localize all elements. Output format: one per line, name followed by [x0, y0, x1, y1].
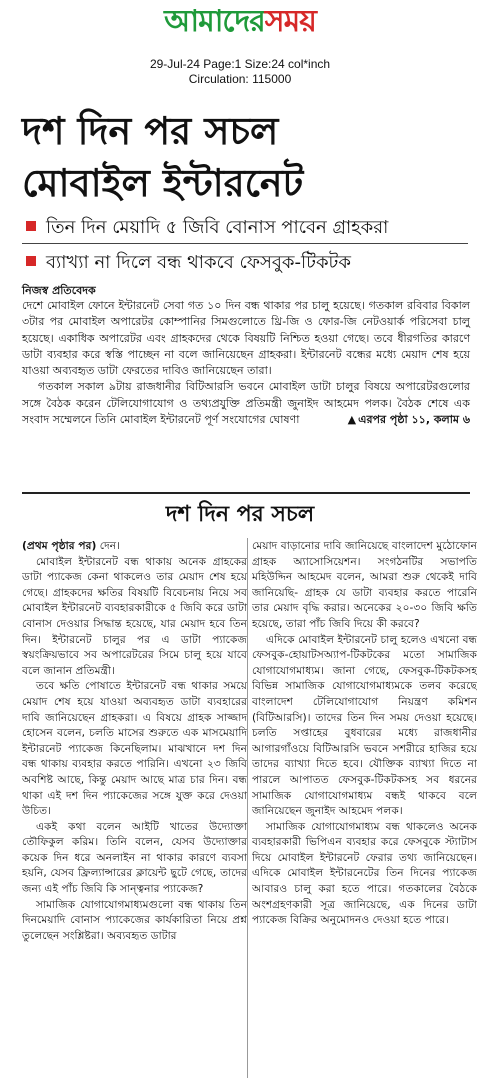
lead-paragraph-2: গতকাল সকাল ৯টায় রাজধানীর বিটিআরসি ভবনে মোবাইল ডাটা চালুর বিষয়ে অপারেটরগুলোর সঙ্গে বৈঠক করেন টেলিযোগাযোগ ও তথ্যপ্রযুক্তি প্রতিমন্ত্রী জুনাইদ আহমেদ পলক। বৈঠক শেষে এক সংবাদ সম্মেলনে তিনি মোবাইল ইন্টারনেট পূর্ণ সংযোগের ঘোষণা ▲ এরপর পৃষ্ঠা ১১, কলাম ৬: [22, 379, 470, 428]
right-column: [252, 538, 477, 1078]
lead-paragraph-1: দেশে মোবাইল ফোনে ইন্টারনেট সেবা গত ১০ দিন বন্ধ থাকার পর চালু হয়েছে। গতকাল রবিবার বিকাল ৩টার পর মোবাইল অপারেটর কোম্পানির সিমগুলোতে থ্রি-জি ও ফোর-জি নেটওয়ার্ক পরিসেবা চালু হয়েছে। একাধিক অপারেটর এবং গ্রাহকদের থেকে বিষয়টি নিশ্চিত হওয়া গেছে। তবে ধীরগতির কারণে ডাটা ব্যবহার করে স্বস্তি পাচ্ছেন না বলে জানিয়েছেন গ্রাহকরা। ইন্টারনেট বন্ধের মধ্যে মেয়াদ শেষ হয়ে যাওয়া অব্যবহৃত ডাটা ফেরতের দাবিও জানিয়েছেন তারা।: [22, 299, 470, 378]
clipping-meta: [0, 57, 480, 87]
red-square-bullet-icon: [26, 221, 36, 231]
triangle-pointer-icon: ▲: [347, 413, 357, 427]
left-column-paragraph: মোবাইল ইন্টারনেট বন্ধ থাকায় অনেক গ্রাহকের ডাটা প্যাকেজ কেনা থাকলেও তার মেয়াদ শেষ হয়ে গেছে। গ্রাহকদের ক্ষতির বিষয়টি বিবেচনায় নিয়ে সব মোবাইল ইন্টারনেট ব্যবহারকারীকে ৫ জিবি করে ডাটা বোনাস দেওয়ার সিদ্ধান্ত হয়েছে, যার মেয়াদ হবে তিন দিন। ইন্টারনেট চালুর পর এ ডাটা প্যাকেজ স্বয়ংক্রিয়ভাবে সব অপারেটরের সিমে চালু হয়ে যাবে বলে জানান প্রতিমন্ত্রী।: [22, 554, 247, 677]
left-column-opening: (প্রথম পৃষ্ঠার পর) দেন।: [22, 539, 120, 552]
clipping-circulation: Circulation: 115000: [188, 72, 292, 86]
headline-line-2: মোবাইল ইন্টারনেট: [22, 161, 304, 205]
left-column: [22, 538, 247, 1078]
right-column-paragraph: সামাজিক যোগাযোগমাধ্যম বন্ধ থাকলেও অনেক ব্যবহারকারী ভিপিএন ব্যবহার করে ফেসবুকে স্ট্যাটাস দিয়ে মোবাইল ইন্টারনেট ফেরার তথ্য জানিয়েছেন। এদিকে মোবাইল ইন্টারনেটের তিন দিনের প্যাকেজ আবারও চালু করা হতে পারে। গতকালের বৈঠকে অংশগ্রহণকারী সূত্র জানিয়েছে, এক দিনের ডাটা প্যাকেজ বিক্রির অনুমোদনও দেওয়া হতে পারে।: [252, 819, 477, 927]
jump-headline: দশ দিন পর সচল: [165, 502, 315, 527]
masthead: [0, 2, 480, 44]
subheadline-1: তিন দিন মেয়াদি ৫ জিবি বোনাস পাবেন গ্রাহকরা: [26, 216, 466, 240]
left-column-paragraph: সামাজিক যোগাযোগমাধ্যমগুলো বন্ধ থাকায় তিন দিনমেয়াদি বোনাস প্যাকেজের কার্যকারিতা নিয়ে প্রশ্ন তুলেছেন সংশ্লিষ্টরা। অব্যবহৃত ডাটার: [22, 897, 247, 942]
right-column-paragraph: এদিকে মোবাইল ইন্টারনেট চালু হলেও এখনো বন্ধ ফেসবুক-হোয়াটসঅ্যাপ-টিকটকের মতো সামাজিক যোগাযোগমাধ্যম। জানা গেছে, ফেসবুক-টিকটকসহ বিভিন্ন সামাজিক যোগাযোগমাধ্যমকে তলব করেছে বাংলাদেশ টেলিযোগাযোগ নিয়ন্ত্রণ কমিশন (বিটিআরসি)। তাদের তিন দিন সময় দেওয়া হয়েছে। চলতি সপ্তাহের বুধবারের মধ্যে রাজধানীর আগারগাঁওয়ে বিটিআরসি ভবনে সশরীরে হাজির হয়ে তাদের ব্যাখ্যা দিতে হবে। যৌক্তিক ব্যাখ্যা দিতে না পারলে আপাতত ফেসবুক-টিকটকসহ সব ধরনের সামাজিক যোগাযোগমাধ্যম বন্ধই থাকবে বলে জানিয়েছেন জুনাইদ আহমেদ পলক।: [252, 632, 477, 818]
subheadline-2: ব্যাখ্যা না দিলে বন্ধ থাকবে ফেসবুক-টিকটক: [26, 251, 466, 275]
headline-line-1: দশ দিন পর সচল: [22, 109, 279, 153]
left-column-paragraph: একই কথা বলেন আইটি খাতের উদ্যোক্তা তৌফিকুল করিম। তিনি বলেন, যেসব উদ্যোক্তার কয়েক দিন ধরে অনলাইন না থাকার কারণে ব্যবসা হয়নি, যেসব ফ্রিল্যান্সারের ক্লায়েন্ট ছুটে গেছে, তাদের জন্য এই পাঁচ জিবি কি সান্ত্বনার প্যাকেজ?: [22, 819, 247, 896]
left-column-paragraph: তবে ক্ষতি পোষাতে ইন্টারনেট বন্ধ থাকার সময়ে মেয়াদ শেষ হয়ে যাওয়া অব্যবহৃত ডাটা ব্যবহারের দাবি জানিয়েছেন গ্রাহকরা। এ বিষয়ে গ্রাহক সাজ্জাদ হোসেন বলেন, চলতি মাসের শুরুতে এক মাসমেয়াদি ইন্টারনেট প্যাকেজ কিনেছিলাম। মাঝখানে দশ দিন বন্ধ থাকায় ব্যবহার করতে পারিনি। এখনো ২৩ জিবি অবশিষ্ট আছে, কিন্তু মেয়াদ আছে মাত্র চার দিন। বন্ধ থাকা এই দশ দিন প্যাকেজের সঙ্গে যুক্ত করে দেওয়া উচিত।: [22, 679, 247, 818]
section-divider: [22, 492, 470, 494]
red-square-bullet-icon: [26, 256, 36, 266]
subheadline-divider: [22, 243, 468, 244]
clipping-date-size: 29-Jul-24 Page:1 Size:24 col*inch: [149, 57, 331, 71]
newspaper-logo: আমাদেরসময়: [164, 4, 316, 39]
right-column-opening: মেয়াদ বাড়ানোর দাবি জানিয়েছে বাংলাদেশ মুঠোফোন গ্রাহক অ্যাসোসিয়েশন। সংগঠনটির সভাপতি মহিউদ্দিন আহমেদ বলেন, আমরা শুরু থেকেই দাবি জানিয়েছি- গ্রাহক যে ডাটা ব্যবহার করতে পারেনি তার মেয়াদ বৃদ্ধি করার। অনেকের ২০-৩০ জিবি ক্ষতি হয়েছে, তারা পাঁচ জিবি দিয়ে কী করবে?: [252, 539, 477, 630]
lead-story-text: [22, 298, 470, 428]
continued-reference: ▲ এরপর পৃষ্ঠা ১১, কলাম ৬: [347, 413, 470, 427]
byline: নিজস্ব প্রতিবেদক: [22, 284, 96, 297]
column-divider: [247, 538, 248, 1078]
